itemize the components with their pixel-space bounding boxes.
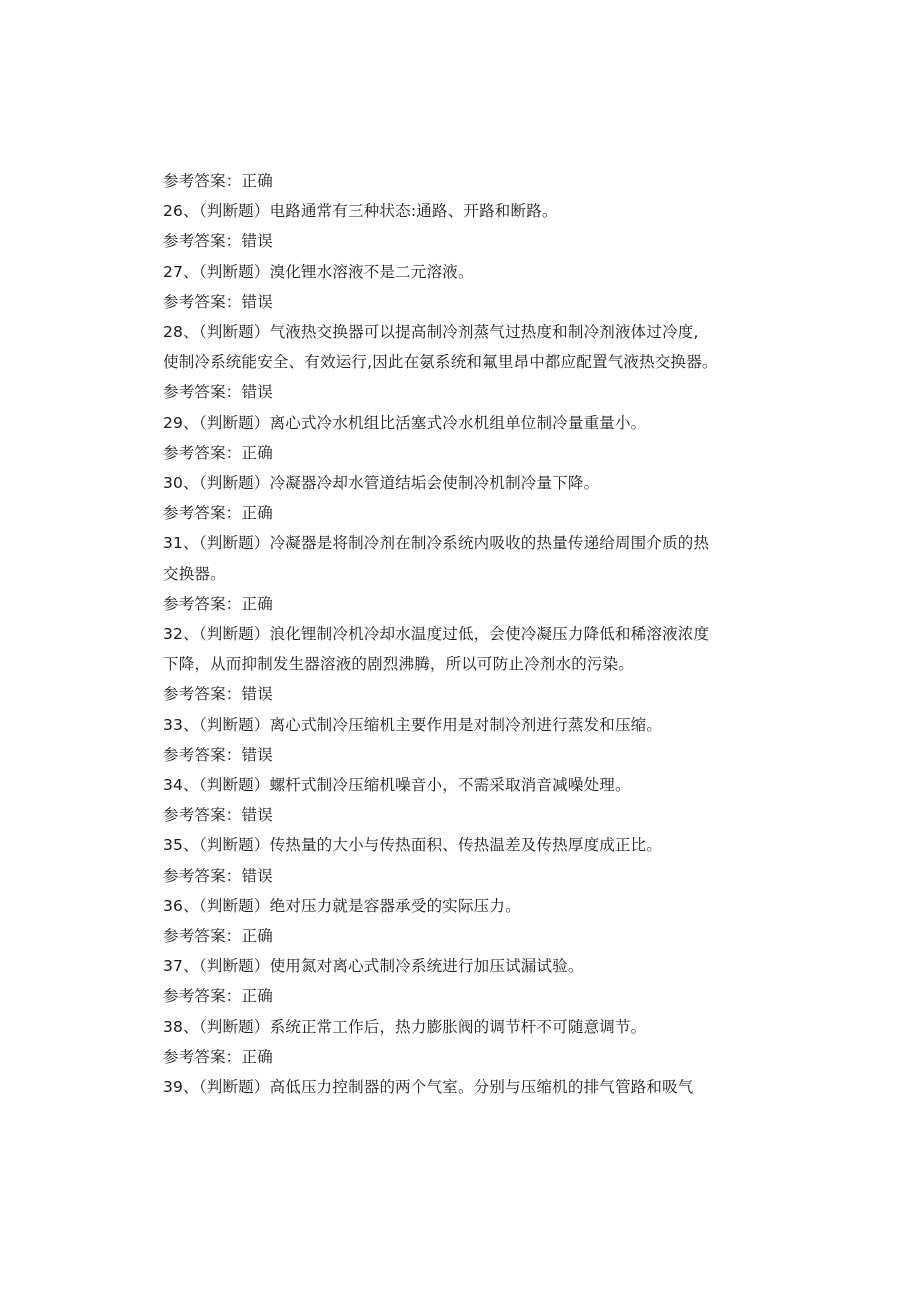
answer-line: 参考答案：正确 <box>163 504 273 523</box>
question-list <box>163 166 773 1102</box>
question-line-continued: 交换器。 <box>163 564 226 583</box>
question-line: 33、（判断题）离心式制冷压缩机主要作用是对制冷剂进行蒸发和压缩。 <box>163 715 663 734</box>
answer-line: 参考答案：正确 <box>163 927 273 946</box>
question-line: 28、（判断题）气液热交换器可以提高制冷剂蒸气过热度和制冷剂液体过冷度, <box>163 323 699 342</box>
answer-line: 参考答案：正确 <box>163 172 273 190</box>
answer-line: 参考答案：正确 <box>163 987 273 1006</box>
answer-line: 参考答案：错误 <box>163 292 273 311</box>
question-line: 26、（判断题）电路通常有三种状态:通路、开路和断路。 <box>163 202 558 221</box>
question-line-continued: 下降，从而抑制发生器溶液的剧烈沸腾，所以可防止冷剂水的污染。 <box>163 655 635 674</box>
answer-line: 参考答案：错误 <box>163 685 273 704</box>
question-line-continued: 使制冷系统能安全、有效运行,因此在氨系统和氟里昂中都应配置气液热交换器。 <box>163 353 718 372</box>
question-line: 35、（判断题）传热量的大小与传热面积、传热温差及传热厚度成正比。 <box>163 836 663 855</box>
question-line: 38、（判断题）系统正常工作后，热力膨胀阀的调节杆不可随意调节。 <box>163 1017 647 1036</box>
answer-line: 参考答案：正确 <box>163 594 273 613</box>
answer-line: 参考答案：正确 <box>163 1047 273 1066</box>
question-line: 29、（判断题）离心式冷水机组比活塞式冷水机组单位制冷量重量小。 <box>163 413 647 432</box>
answer-line: 参考答案：错误 <box>163 383 273 402</box>
answer-line: 参考答案：错误 <box>163 806 273 825</box>
question-line: 34、（判断题）螺杆式制冷压缩机噪音小，不需采取消音减噪处理。 <box>163 776 631 795</box>
question-line: 32、（判断题）浪化锂制冷机冷却水温度过低，会使冷凝压力降低和稀溶液浓度 <box>163 625 710 644</box>
answer-line: 参考答案：错误 <box>163 866 273 885</box>
question-line: 27、（判断题）溴化锂水溶液不是二元溶液。 <box>163 262 474 281</box>
answer-line: 参考答案：错误 <box>163 745 273 764</box>
question-line: 30、（判断题）冷凝器冷却水管道结垢会使制冷机制冷量下降。 <box>163 474 600 493</box>
answer-line: 参考答案：错误 <box>163 232 273 251</box>
question-line: 31、（判断题）冷凝器是将制冷剂在制冷系统内吸收的热量传递给周围介质的热 <box>163 534 710 553</box>
question-line: 37、（判断题）使用氮对离心式制冷系统进行加压试漏试验。 <box>163 957 584 976</box>
answer-line: 参考答案：正确 <box>163 443 273 462</box>
question-line: 39、（判断题）高低压力控制器的两个气室。分别与压缩机的排气管路和吸气 <box>163 1078 694 1097</box>
question-line: 36、（判断题）绝对压力就是容器承受的实际压力。 <box>163 896 521 915</box>
